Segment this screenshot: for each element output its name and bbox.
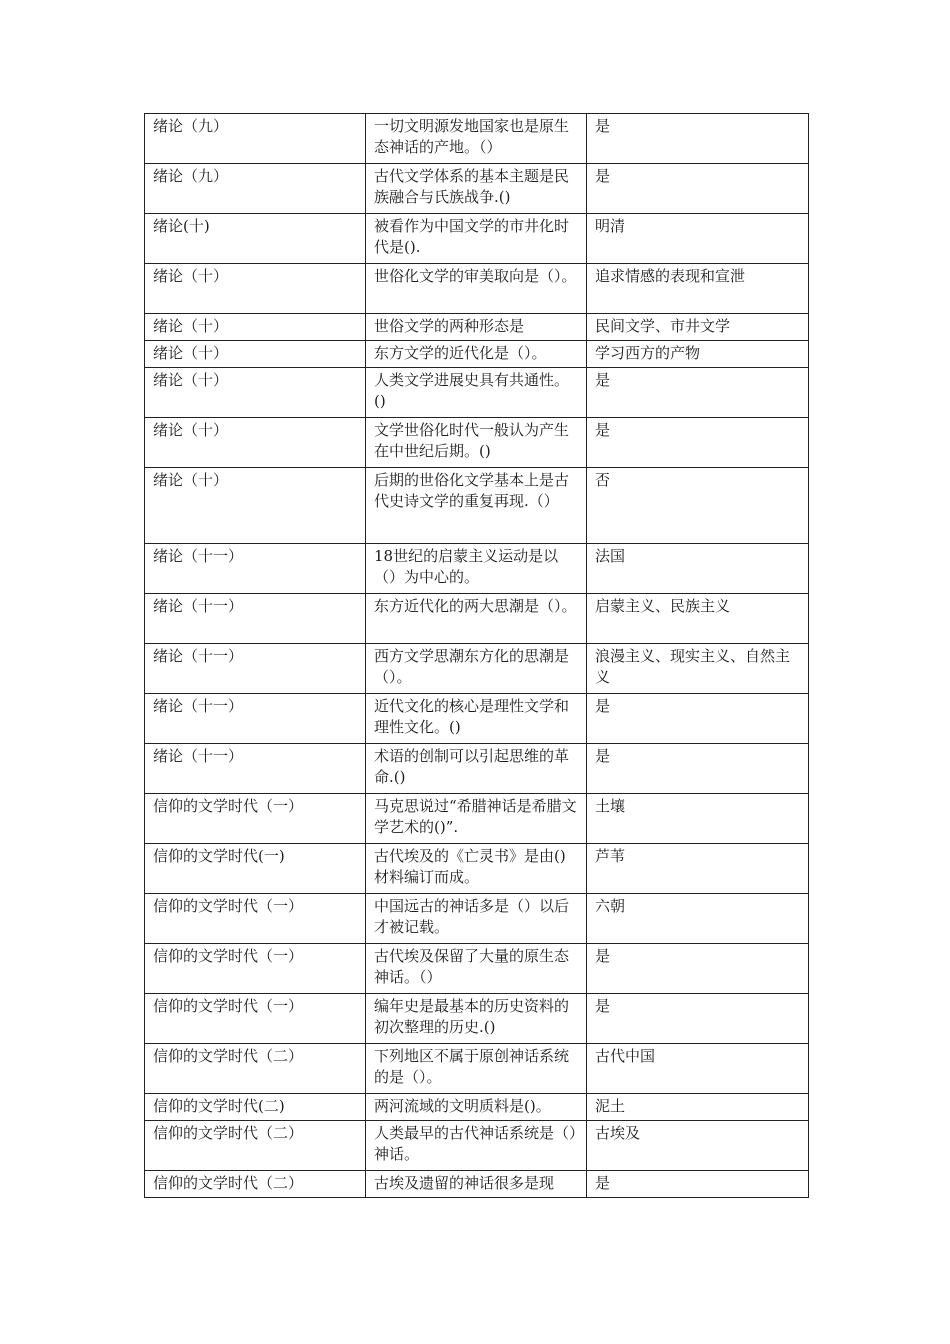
question-cell: 古埃及遗留的神话很多是现	[366, 1171, 587, 1198]
question-cell: 后期的世俗化文学基本上是古代史诗文学的重复再现.（）	[366, 468, 587, 544]
table-body	[145, 114, 809, 1198]
answer-cell: 法国	[587, 544, 809, 594]
answer-cell: 是	[587, 994, 809, 1044]
question-cell: 古代埃及保留了大量的原生态神话。（）	[366, 944, 587, 994]
question-cell: 被看作为中国文学的市井化时代是().	[366, 214, 587, 264]
question-cell: 人类最早的古代神话系统是（）神话。	[366, 1121, 587, 1171]
table-row	[145, 314, 809, 341]
section-cell: 绪论（十）	[145, 418, 366, 468]
answer-cell: 泥土	[587, 1094, 809, 1121]
table-row	[145, 1171, 809, 1198]
answer-cell: 是	[587, 114, 809, 164]
question-cell: 西方文学思潮东方化的思潮是（）。	[366, 644, 587, 694]
answer-cell: 六朝	[587, 894, 809, 944]
answer-cell: 是	[587, 944, 809, 994]
table-row	[145, 1121, 809, 1171]
section-cell: 绪论（九）	[145, 114, 366, 164]
table-row	[145, 114, 809, 164]
section-cell: 信仰的文学时代（二）	[145, 1044, 366, 1094]
section-cell: 绪论（十）	[145, 264, 366, 314]
section-cell: 绪论（十一）	[145, 744, 366, 794]
table-row	[145, 264, 809, 314]
section-cell: 绪论（十一）	[145, 594, 366, 644]
answer-cell: 否	[587, 468, 809, 544]
table-row	[145, 994, 809, 1044]
section-cell: 信仰的文学时代（一）	[145, 944, 366, 994]
section-cell: 信仰的文学时代（一）	[145, 794, 366, 844]
question-cell: 世俗化文学的审美取向是（）。	[366, 264, 587, 314]
section-cell: 信仰的文学时代(一)	[145, 844, 366, 894]
section-cell: 绪论（十一）	[145, 694, 366, 744]
answer-cell: 古埃及	[587, 1121, 809, 1171]
section-cell: 绪论（十）	[145, 368, 366, 418]
table-row	[145, 844, 809, 894]
question-cell: 编年史是最基本的历史资料的初次整理的历史.()	[366, 994, 587, 1044]
question-cell: 东方近代化的两大思潮是（）。	[366, 594, 587, 644]
answer-cell: 是	[587, 1171, 809, 1198]
table-row	[145, 468, 809, 544]
table-row	[145, 1094, 809, 1121]
question-cell: 人类文学进展史具有共通性。()	[366, 368, 587, 418]
answer-cell: 是	[587, 418, 809, 468]
answer-cell: 学习西方的产物	[587, 341, 809, 368]
answer-cell: 追求情感的表现和宣泄	[587, 264, 809, 314]
table-row	[145, 214, 809, 264]
table-row	[145, 594, 809, 644]
question-cell: 两河流域的文明质料是()。	[366, 1094, 587, 1121]
section-cell: 信仰的文学时代（一）	[145, 994, 366, 1044]
question-cell: 术语的创制可以引起思维的革命.()	[366, 744, 587, 794]
section-cell: 信仰的文学时代（一）	[145, 894, 366, 944]
question-cell: 一切文明源发地国家也是原生态神话的产地。（）	[366, 114, 587, 164]
table-row	[145, 894, 809, 944]
question-cell: 世俗文学的两种形态是	[366, 314, 587, 341]
section-cell: 绪论(十)	[145, 214, 366, 264]
table-row	[145, 418, 809, 468]
section-cell: 信仰的文学时代（二）	[145, 1171, 366, 1198]
question-cell: 古代埃及的《亡灵书》是由()材料编订而成。	[366, 844, 587, 894]
table-row	[145, 644, 809, 694]
question-cell: 东方文学的近代化是（）。	[366, 341, 587, 368]
section-cell: 信仰的文学时代（二）	[145, 1121, 366, 1171]
answer-cell: 土壤	[587, 794, 809, 844]
table-row	[145, 164, 809, 214]
question-cell: 文学世俗化时代一般认为产生在中世纪后期。()	[366, 418, 587, 468]
table-row	[145, 944, 809, 994]
answer-cell: 是	[587, 164, 809, 214]
question-cell: 马克思说过“希腊神话是希腊文学艺术的()”.	[366, 794, 587, 844]
table-row	[145, 544, 809, 594]
answer-cell: 明清	[587, 214, 809, 264]
answer-cell: 启蒙主义、民族主义	[587, 594, 809, 644]
section-cell: 信仰的文学时代(二)	[145, 1094, 366, 1121]
answer-cell: 是	[587, 694, 809, 744]
table-row	[145, 744, 809, 794]
section-cell: 绪论（十）	[145, 314, 366, 341]
answer-cell: 民间文学、市井文学	[587, 314, 809, 341]
table-row	[145, 1044, 809, 1094]
section-cell: 绪论（十一）	[145, 644, 366, 694]
answer-cell: 浪漫主义、现实主义、自然主义	[587, 644, 809, 694]
table-row	[145, 694, 809, 744]
question-cell: 近代文化的核心是理性文学和理性文化。()	[366, 694, 587, 744]
table-row	[145, 368, 809, 418]
question-cell: 下列地区不属于原创神话系统的是（）。	[366, 1044, 587, 1094]
section-cell: 绪论（十）	[145, 341, 366, 368]
answer-cell: 古代中国	[587, 1044, 809, 1094]
question-cell: 中国远古的神话多是（）以后才被记载。	[366, 894, 587, 944]
question-cell: 18世纪的启蒙主义运动是以（）为中心的。	[366, 544, 587, 594]
table-row	[145, 794, 809, 844]
section-cell: 绪论（九）	[145, 164, 366, 214]
section-cell: 绪论（十）	[145, 468, 366, 544]
section-cell: 绪论（十一）	[145, 544, 366, 594]
question-answer-table	[144, 113, 809, 1198]
table-row	[145, 341, 809, 368]
question-cell: 古代文学体系的基本主题是民族融合与氏族战争.()	[366, 164, 587, 214]
answer-cell: 是	[587, 744, 809, 794]
answer-cell: 芦苇	[587, 844, 809, 894]
answer-cell: 是	[587, 368, 809, 418]
